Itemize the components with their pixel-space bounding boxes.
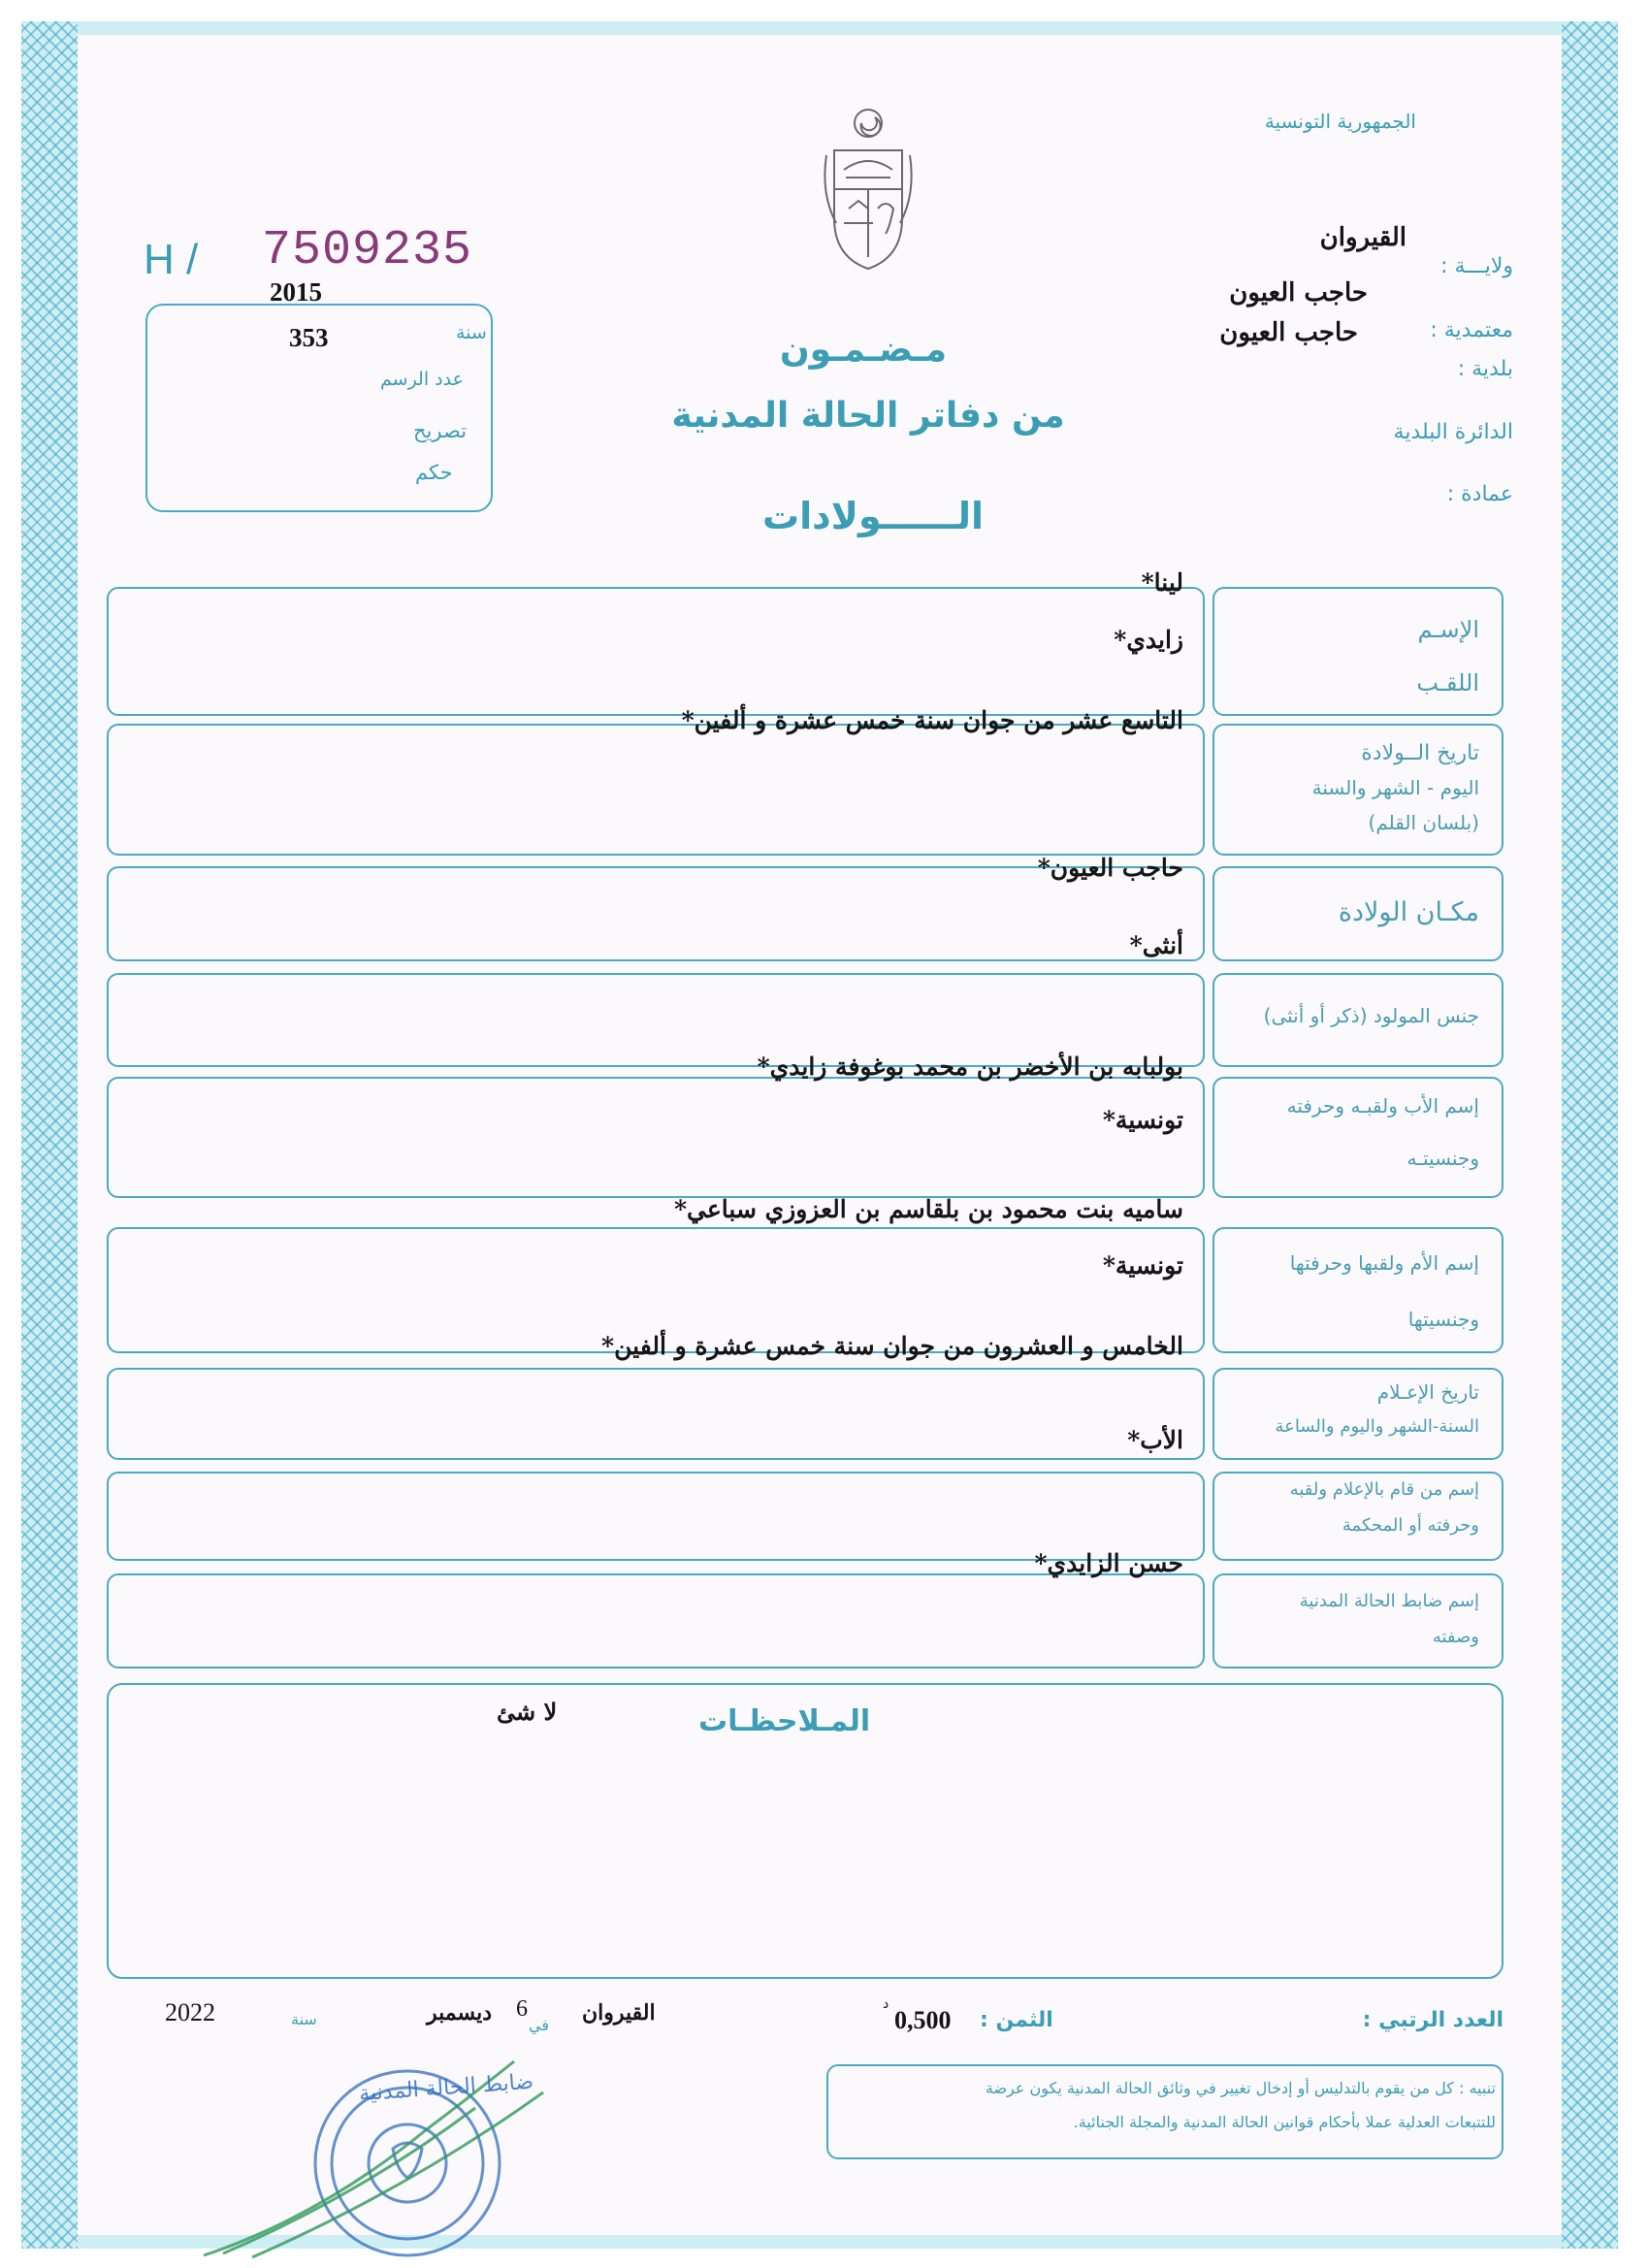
issue-fi-label: في	[529, 2016, 549, 2034]
surname-label: اللقـب	[1416, 669, 1479, 697]
border-left	[21, 21, 78, 2249]
father-nationality-label: وجنسيتـه	[1406, 1147, 1479, 1170]
issue-year-label: سنة	[291, 2010, 317, 2028]
wilaya-label: ولايـــة :	[1440, 254, 1513, 278]
declarant-value: الأب*	[1127, 1426, 1183, 1454]
section-title: الــــــولادات	[761, 495, 985, 537]
birth-date-value-box	[107, 724, 1205, 856]
daira-label: الدائرة البلدية	[1393, 420, 1513, 444]
price-label: الثمن :	[980, 2008, 1053, 2032]
birth-date-value: التاسع عشر من جوان سنة خمس عشرة و ألفين*	[681, 706, 1183, 734]
record-year-label: سنة	[456, 322, 487, 343]
issue-month: ديسمبر	[427, 2000, 493, 2025]
mootamadia-value: حاجب العيون	[1229, 278, 1368, 308]
wilaya-value: القيروان	[1319, 223, 1406, 252]
warning-line2: للتتبعات العدلية عملا بأحكام قوانين الحالة المدنية والمجلة الجنائية.	[1073, 2113, 1496, 2131]
price-value: 0,500	[894, 2006, 952, 2034]
remarks-value: لا شئ	[497, 1698, 558, 1726]
declarant-label: إسم من قام بالإعلام ولقبه	[1289, 1479, 1479, 1500]
omada-label: عمادة :	[1446, 482, 1513, 506]
record-year-value: 2015	[270, 277, 322, 307]
record-number-value: 353	[289, 323, 329, 352]
issue-year: 2022	[165, 1998, 215, 2026]
baladia-label: بلدية :	[1457, 357, 1513, 381]
officer-label: إسم ضابط الحالة المدنية	[1299, 1591, 1479, 1611]
price-unit: د	[883, 1996, 889, 2012]
father-value: بولبابه بن الأخضر بن محمد بوغوفة زايدي*	[757, 1053, 1183, 1081]
officer-role-label: وصفته	[1432, 1627, 1479, 1647]
issue-place: القيروان	[582, 2000, 656, 2025]
mother-nationality-label: وجنسيتها	[1407, 1308, 1479, 1331]
mother-label-box	[1212, 1227, 1504, 1353]
declaration-date-format-label: السنة-الشهر واليوم والساعة	[1275, 1416, 1479, 1437]
serial-number: 7509235	[262, 223, 473, 278]
name-value-box	[107, 587, 1205, 716]
document-title: مـضـمـون	[779, 330, 948, 370]
warning-line1: تنبيه : كل من يقوم بالتدليس أو إدخال تغيير في وثائق الحالة المدنية يكون عرضة	[985, 2079, 1496, 2097]
birth-date-format-label: اليوم - الشهر والسنة	[1311, 776, 1479, 799]
declarant-job-label: وحرفته أو المحكمة	[1342, 1515, 1479, 1536]
name-label-box	[1212, 587, 1504, 716]
baladia-value: حاجب العيون	[1219, 318, 1358, 347]
document-subtitle: من دفاتر الحالة المدنية	[671, 396, 1065, 436]
surname-value: زايدي*	[1114, 626, 1183, 654]
declaration-date-value: الخامس و العشرون من جوان سنة خمس عشرة و ألفين*	[601, 1332, 1183, 1360]
serial-prefix: H /	[144, 236, 199, 283]
birth-place-value: حاجب العيون*	[1037, 854, 1183, 882]
official-stamp-icon	[194, 2032, 660, 2265]
officer-signature-label: ضابط الحالة المدنية	[358, 2069, 534, 2107]
mother-label: إسم الأم ولقبها وحرفتها	[1289, 1251, 1479, 1275]
order-number-label: العدد الرتبي :	[1362, 2008, 1504, 2032]
sex-label: جنس المولود (ذكر أو أنثى)	[1263, 1004, 1479, 1027]
officer-label-box	[1212, 1573, 1504, 1669]
declarant-value-box	[107, 1472, 1205, 1561]
name-label: الإسـم	[1417, 616, 1479, 643]
birth-date-label: تاريخ الــولادة	[1361, 741, 1479, 765]
declaration-label: تصريح	[413, 419, 468, 442]
judgment-label: حكم	[415, 461, 453, 484]
name-value: لينا*	[1141, 568, 1183, 597]
mootamadia-label: معتمدية :	[1430, 318, 1513, 342]
border-right	[1562, 21, 1618, 2249]
record-number-label: عدد الرسم	[380, 369, 464, 390]
birth-place-label: مكـان الولادة	[1338, 897, 1479, 927]
officer-value: حسن الزايدي*	[1034, 1549, 1183, 1577]
father-value-box	[107, 1077, 1205, 1198]
declaration-date-label: تاريخ الإعـلام	[1376, 1380, 1479, 1404]
border-top	[21, 21, 1618, 35]
republic-label: الجمهورية التونسية	[1264, 110, 1416, 133]
mother-nationality-value: تونسية*	[1102, 1251, 1183, 1280]
birth-date-note-label: (بلسان القلم)	[1368, 811, 1479, 834]
mother-value: ساميه بنت محمود بن بلقاسم بن العزوزي سباعي*	[673, 1195, 1183, 1223]
officer-value-box	[107, 1573, 1205, 1669]
remarks-label: المـلاحظـات	[698, 1704, 871, 1738]
father-nationality-value: تونسية*	[1102, 1106, 1183, 1134]
coat-of-arms-icon	[815, 102, 922, 276]
declaration-date-value-box	[107, 1368, 1205, 1460]
issue-day: 6	[516, 1996, 528, 2022]
sex-value: أنثى*	[1129, 931, 1183, 959]
father-label: إسم الأب ولقبـه وحرفته	[1286, 1094, 1479, 1118]
